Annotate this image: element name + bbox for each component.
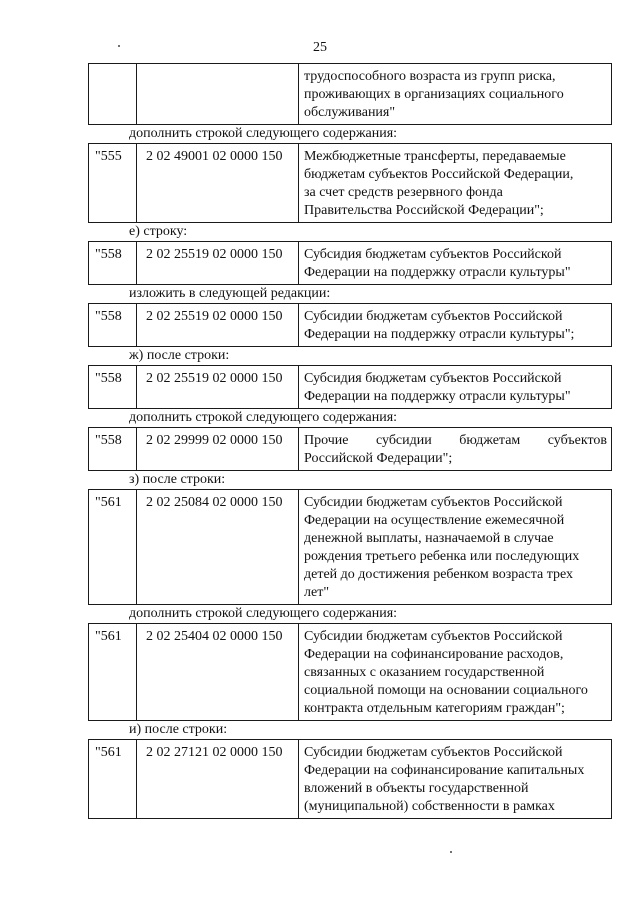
row-code: "558: [89, 428, 137, 470]
row-description: Субсидии бюджетам субъектов Российской Федерации на осуществление ежемесячной денежной выплаты, назначаемой в случае рождения третьего ребенка или последующих детей до достижения ребенком возраста трех лет": [304, 495, 580, 600]
row-code: "558: [89, 366, 137, 408]
row-kbk-code: 2 02 25519 02 0000 150: [137, 304, 299, 346]
row-description: Субсидия бюджетам субъектов Российской Федерации на поддержку отрасли культуры": [304, 247, 571, 280]
instruction-line: дополнить строкой следующего содержания:: [129, 606, 398, 621]
instruction-line: ж) после строки:: [129, 348, 230, 363]
row-kbk-code: [137, 64, 299, 124]
row-code: "561: [89, 490, 137, 604]
row-code: "561: [89, 624, 137, 720]
row-description: Субсидии бюджетам субъектов Российской Федерации на поддержку отрасли культуры";: [304, 309, 575, 342]
table-row: [88, 63, 612, 125]
instruction-line: изложить в следующей редакции:: [129, 286, 331, 301]
row-code: "555: [89, 144, 137, 222]
amendments-document: [88, 63, 612, 819]
instruction-line: е) строку:: [129, 224, 188, 239]
instruction-line: з) после строки:: [129, 472, 226, 487]
instruction-line: и) после строки:: [129, 722, 228, 737]
scan-speck: [450, 851, 452, 853]
table-row: [88, 303, 612, 347]
row-description: трудоспособного возраста из групп риска, проживающих в организациях социального обслуживания": [304, 69, 564, 120]
scan-speck: [118, 45, 120, 47]
table-row: [88, 241, 612, 285]
instruction-line: дополнить строкой следующего содержания:: [129, 410, 398, 425]
row-kbk-code: 2 02 29999 02 0000 150: [137, 428, 299, 470]
row-kbk-code: 2 02 27121 02 0000 150: [137, 740, 299, 818]
row-code: "558: [89, 242, 137, 284]
row-description: Субсидии бюджетам субъектов Российской Федерации на софинансирование расходов, связанных с оказанием государственной социальной помощи на основании социального контракта отдельным категориям граждан";: [304, 629, 588, 716]
row-description: Межбюджетные трансферты, передаваемые бюджетам субъектов Российской Федерации, за счет средств резервного фонда Правительства Российской Федерации";: [304, 149, 574, 218]
row-description: Прочие субсидии бюджетам субъектов Российской Федерации";: [304, 433, 607, 466]
page-number: 25: [313, 40, 327, 55]
table-row: [88, 427, 612, 471]
row-kbk-code: 2 02 25519 02 0000 150: [137, 366, 299, 408]
row-code: [89, 64, 137, 124]
row-kbk-code: 2 02 49001 02 0000 150: [137, 144, 299, 222]
table-row: [88, 365, 612, 409]
row-description: Субсидии бюджетам субъектов Российской Федерации на софинансирование капитальных вложений в объекты государственной (муниципальной) собственности в рамках: [304, 745, 585, 814]
instruction-line: дополнить строкой следующего содержания:: [129, 126, 398, 141]
table-row: [88, 489, 612, 605]
row-code: "561: [89, 740, 137, 818]
row-code: "558: [89, 304, 137, 346]
table-row: [88, 623, 612, 721]
row-kbk-code: 2 02 25404 02 0000 150: [137, 624, 299, 720]
table-row: [88, 739, 612, 819]
row-kbk-code: 2 02 25519 02 0000 150: [137, 242, 299, 284]
row-kbk-code: 2 02 25084 02 0000 150: [137, 490, 299, 604]
table-row: [88, 143, 612, 223]
row-description: Субсидия бюджетам субъектов Российской Федерации на поддержку отрасли культуры": [304, 371, 571, 404]
